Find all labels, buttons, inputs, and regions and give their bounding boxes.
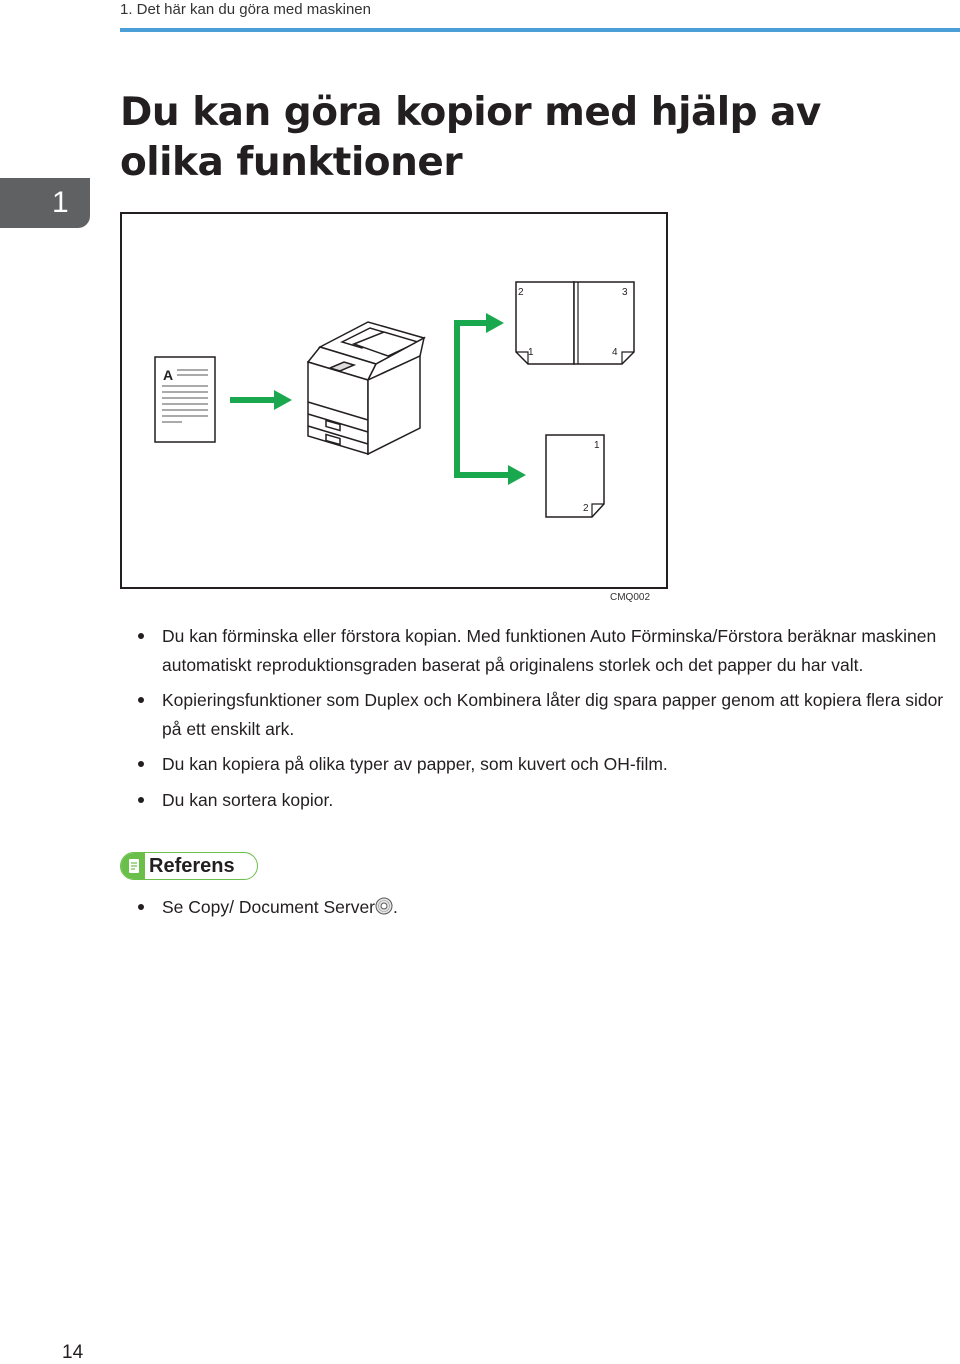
page-title: Du kan göra kopior med hjälp av olika funktioner bbox=[120, 90, 821, 185]
single-page-number: 2 bbox=[583, 503, 589, 514]
feature-list bbox=[120, 622, 950, 821]
copier-machine-icon bbox=[308, 322, 424, 454]
list-item: Kopieringsfunktioner som Duplex och Kombinera låter dig spara papper genom att kopiera flera sidor på ett enskilt ark. bbox=[120, 686, 950, 743]
arrow-icon bbox=[230, 390, 292, 410]
reference-list bbox=[120, 893, 950, 929]
duplex-page-number: 2 bbox=[518, 287, 524, 298]
combined-copy-icon bbox=[516, 282, 634, 364]
reference-icon bbox=[121, 853, 145, 879]
duplex-copy-icon bbox=[546, 435, 604, 517]
figure-code: CMQ002 bbox=[610, 592, 651, 603]
running-header bbox=[120, 0, 960, 32]
reference-item-text[interactable]: Se Copy/ Document Server bbox=[162, 897, 376, 917]
duplex-page-number: 4 bbox=[612, 347, 618, 358]
single-page-number: 1 bbox=[594, 440, 600, 451]
original-document-icon bbox=[155, 357, 215, 442]
duplex-page-number: 3 bbox=[622, 287, 628, 298]
reference-item[interactable] bbox=[120, 893, 950, 922]
branch-arrows-icon bbox=[454, 313, 526, 485]
running-header-title: 1. Det här kan du göra med maskinen bbox=[120, 1, 371, 18]
list-item: Du kan kopiera på olika typer av papper, som kuvert och OH-film. bbox=[120, 750, 950, 779]
list-item: Du kan förminska eller förstora kopian. Med funktionen Auto Förminska/Förstora beräknar maskinen automatiskt reproduktionsgraden baserat på originalens storlek och det papper du har valt. bbox=[120, 622, 950, 679]
page-number: 14 bbox=[62, 1342, 84, 1363]
list-item: Du kan sortera kopior. bbox=[120, 786, 950, 815]
duplex-page-number: 1 bbox=[528, 347, 534, 358]
reference-item-suffix: . bbox=[393, 897, 398, 917]
chapter-tab bbox=[0, 178, 90, 228]
disc-icon bbox=[375, 897, 393, 915]
original-letter: A bbox=[163, 367, 174, 383]
chapter-number: 1 bbox=[52, 186, 69, 219]
copy-functions-figure bbox=[120, 212, 668, 589]
reference-badge bbox=[120, 852, 258, 880]
reference-label: Referens bbox=[149, 855, 235, 877]
figure-illustration bbox=[122, 214, 666, 587]
